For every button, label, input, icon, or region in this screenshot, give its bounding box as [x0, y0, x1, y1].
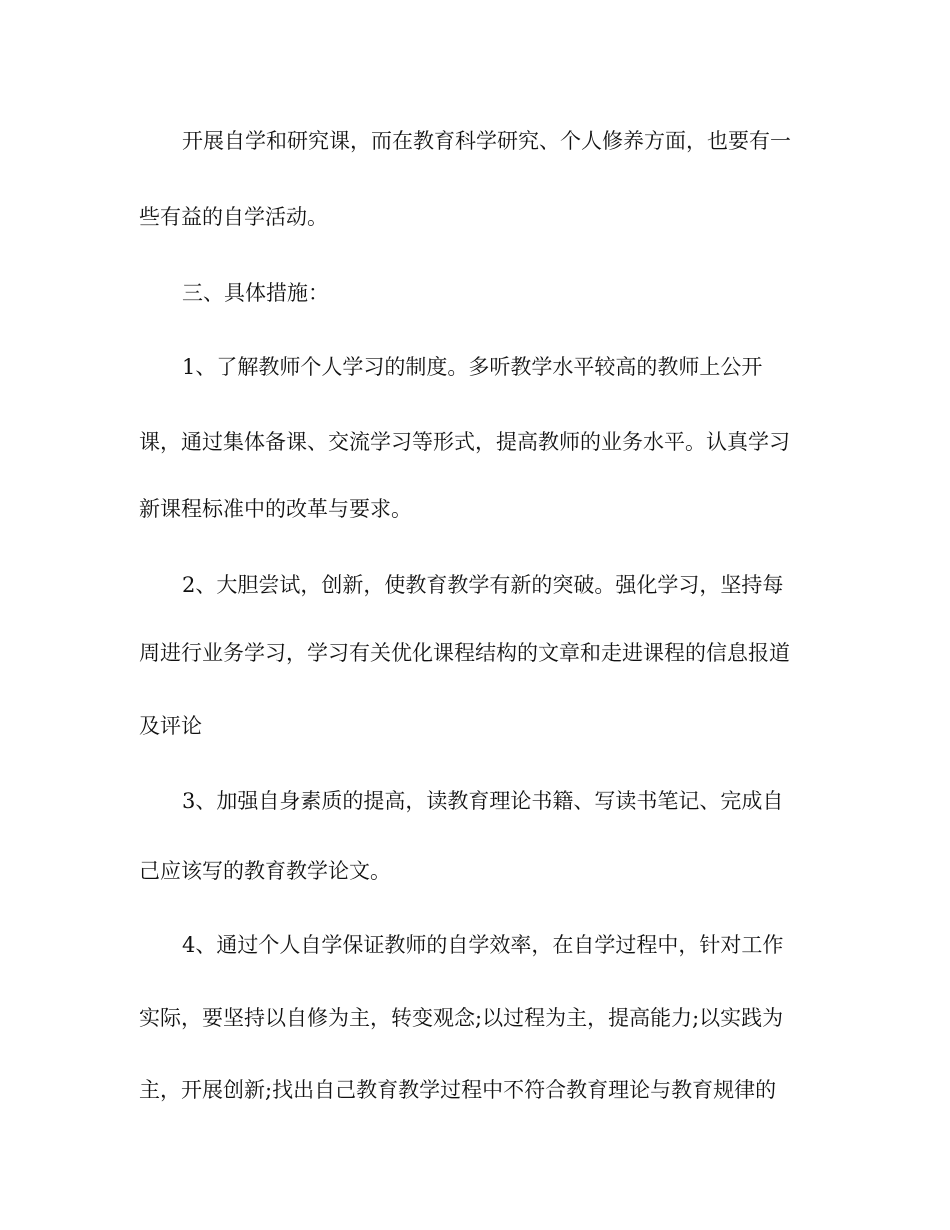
text-line: 周进行业务学习，学习有关优化课程结构的文章和走进课程的信息报道 — [139, 641, 790, 665]
text-line: 1、了解教师个人学习的制度。多听教学水平较高的教师上公开 — [182, 355, 763, 379]
text-line: 主，开展创新;找出自己教育教学过程中不符合教育理论与教育规律的 — [139, 1078, 777, 1102]
text-line: 己应该写的教育教学论文。 — [139, 859, 391, 883]
section-heading: 三、具体措施： — [182, 281, 329, 305]
text-line: 课，通过集体备课、交流学习等形式，提高教师的业务水平。认真学习 — [139, 430, 790, 454]
text-line: 新课程标准中的改革与要求。 — [139, 497, 412, 521]
text-line: 及评论 — [139, 714, 202, 738]
text-line: 实际，要坚持以自修为主，转变观念;以过程为主，提高能力;以实践为 — [139, 1006, 784, 1030]
text-line: 4、通过个人自学保证教师的自学效率，在自学过程中，针对工作 — [182, 933, 784, 957]
text-line: 些有益的自学活动。 — [139, 205, 328, 229]
text-line: 3、加强自身素质的提高，读教育理论书籍、写读书笔记、完成自 — [182, 789, 784, 813]
text-line: 2、大胆尝试，创新，使教育教学有新的突破。强化学习，坚持每 — [182, 573, 784, 597]
text-line: 开展自学和研究课，而在教育科学研究、个人修养方面，也要有一 — [182, 129, 791, 153]
